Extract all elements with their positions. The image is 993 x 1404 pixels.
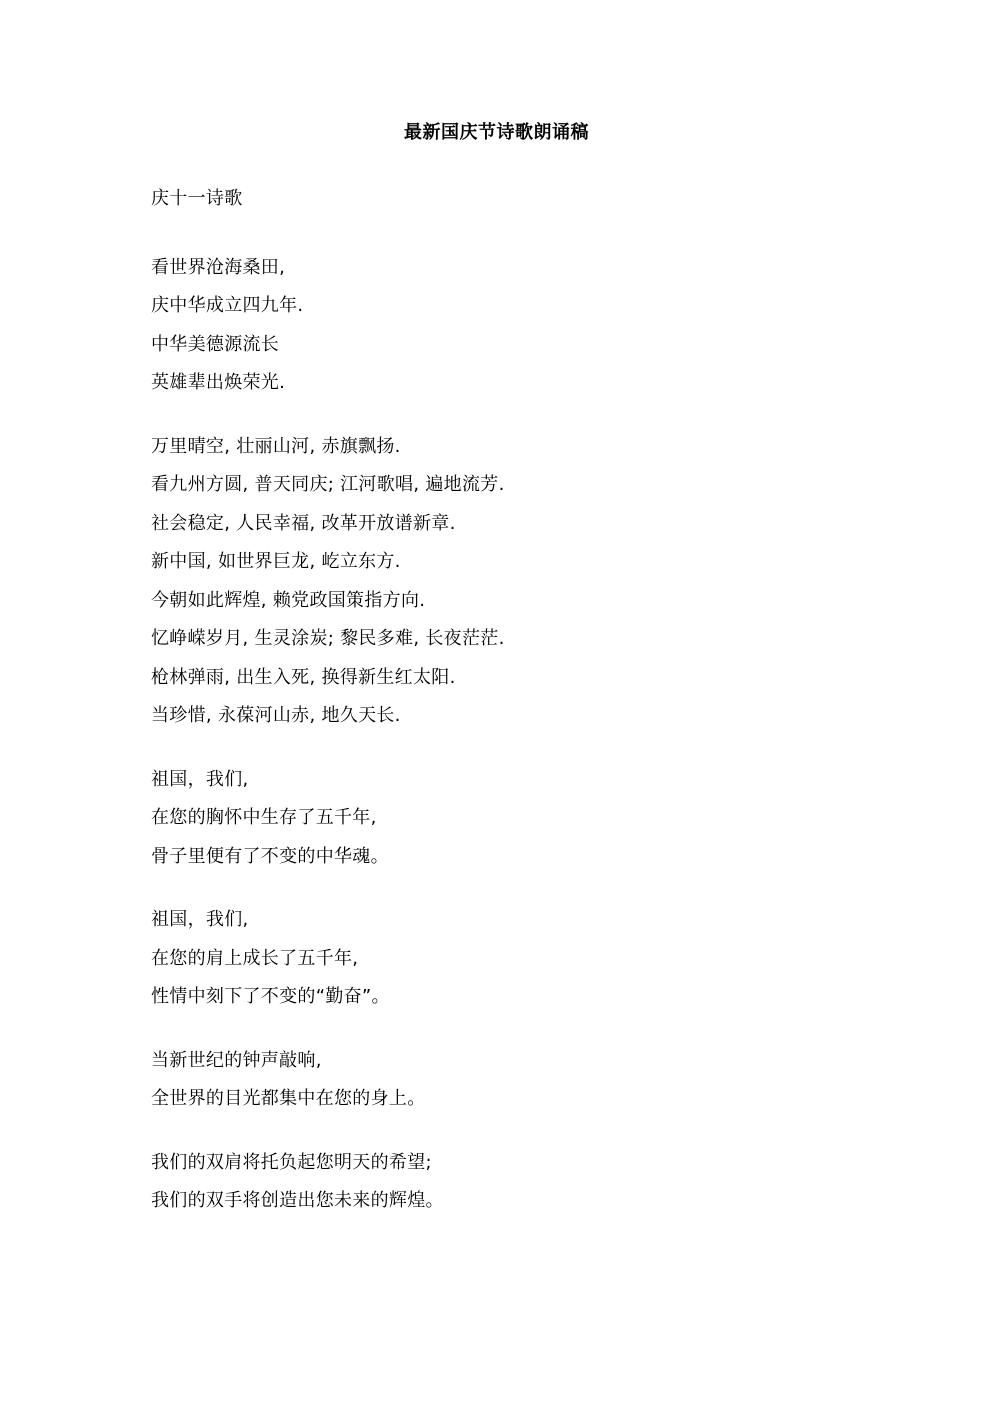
- poem-line: 看九州方圆, 普天同庆; 江河歌唱, 遍地流芳.: [151, 474, 505, 495]
- poem-line: 祖国，我们,: [151, 768, 249, 790]
- spacer: [151, 403, 911, 428]
- poem-line: 枪林弹雨, 出生入死, 换得新生红太阳.: [151, 666, 456, 688]
- spacer: [151, 1017, 911, 1042]
- poem-line: 忆峥嵘岁月, 生灵涂炭; 黎民多难, 长夜茫茫.: [151, 628, 505, 649]
- document-body: [151, 180, 911, 1221]
- poem-line: 在您的肩上成长了五千年,: [151, 947, 359, 969]
- poem-line: 今朝如此辉煌, 赖党政国策指方向.: [151, 589, 426, 611]
- poem-line: 祖国，我们,: [151, 909, 249, 930]
- poem-line: 全世界的目光都集中在您的身上。: [151, 1088, 426, 1109]
- stanza: [151, 1144, 911, 1221]
- poem-line: 中华美德源流长: [151, 333, 280, 355]
- poem-line: 庆中华成立四九年.: [151, 295, 304, 316]
- stanza: [151, 1042, 911, 1119]
- stanza: [151, 428, 911, 736]
- spacer: [151, 736, 911, 761]
- poem-line: 我们的双肩将托负起您明天的希望;: [151, 1151, 432, 1173]
- spacer: [151, 876, 911, 901]
- stanza: [151, 901, 911, 1017]
- poem-line: 我们的双手将创造出您未来的辉煌。: [151, 1190, 444, 1211]
- spacer: [151, 1119, 911, 1144]
- poem-line: 在您的胸怀中生存了五千年,: [151, 807, 377, 828]
- stanza: [151, 761, 911, 877]
- poem-line: 性情中刻下了不变的“勤奋”。: [151, 986, 390, 1007]
- stanza: [151, 249, 911, 403]
- poem-line: 新中国, 如世界巨龙, 屹立东方.: [151, 551, 401, 572]
- poem-line: 看世界沧海桑田,: [151, 256, 286, 278]
- poem-line: 当珍惜, 永葆河山赤, 地久天长.: [151, 705, 401, 726]
- poem-line: 骨子里便有了不变的中华魂。: [151, 845, 389, 867]
- poem-heading: 庆十一诗歌: [151, 188, 243, 209]
- spacer: [151, 219, 911, 249]
- poem-line: 万里晴空, 壮丽山河, 赤旗飘扬.: [151, 435, 401, 457]
- poem-line: 社会稳定, 人民幸福, 改革开放谱新章.: [151, 512, 456, 534]
- document-title: 最新国庆节诗歌朗诵稿: [404, 122, 589, 143]
- poem-line: 当新世纪的钟声敲响,: [151, 1049, 322, 1071]
- poem-line: 英雄辈出焕荣光.: [151, 372, 286, 393]
